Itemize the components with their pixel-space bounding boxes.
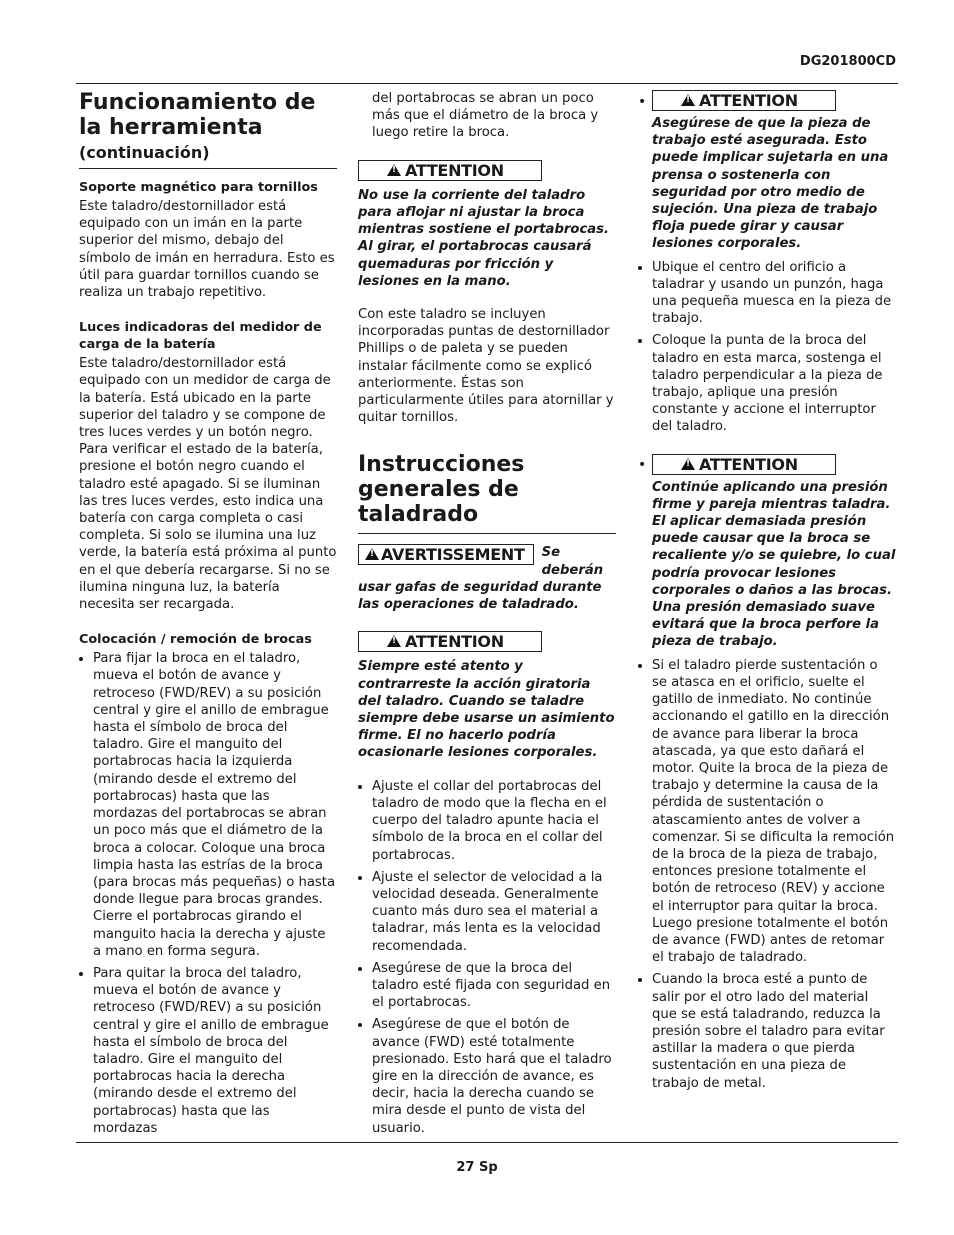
attention-text: Continúe aplicando una presión firme y pareja mientras taladra. El aplicar demasiada presión puede causar que la broca se recaliente y/o se quiebre, lo cual podría provocar lesiones corporales o daños a las brocas. Una presión demasiado suave evitará que la broca perfore la pieza de trabajo. <box>652 479 896 650</box>
attention-badge: ! ATTENTION <box>652 454 836 475</box>
section-text: Este taladro/destornillador está equipado con un imán en la parte superior del mismo, debajo del símbolo de imán en herradura. Esto es útil para guardar tornillos cuando se realiza un trabajo repetitivo. <box>79 199 335 301</box>
warning-triangle-icon <box>681 458 695 470</box>
list-item: • Asegúrese de que el botón de avance (FWD) esté totalmente presionado. Esto hará que el taladro gire en la dirección de avance, es decir, hacia la derecha cuando se mira desde el punto de vista del usuario. <box>372 1016 616 1136</box>
body-paragraph: Con este taladro se incluyen incorporadas puntas de destornillador Phillips o de paleta y se pueden instalar fácilmente como se explicó anteriormente. Éstas son particularmente útiles para atornillar y quitar tornillos. <box>358 307 614 426</box>
column-2 <box>358 90 616 1142</box>
list-item: • Asegúrese de que la broca del taladro esté fijada con seguridad en el portabrocas. <box>372 960 616 1012</box>
avertissement-text: Se deberán usar gafas de seguridad durante las operaciones de taladrado. <box>358 545 604 613</box>
list-item: • Si el taladro pierde sustentación o se atasca en el orificio, suelte el gatillo de inmediato. No continúe accionando el gatillo en la dirección de avance para liberar la broca atascada, ya que esto dañará el motor. Quite la broca de la pieza de trabajo y determine la causa de la pérdida de sustentación o atascamiento antes de volver a comenzar. Si se dificulta la remoción de la broca de la pieza de trabajo, entonces presione totalmente el botón de retroceso (REV) y accione el interruptor para quitar la broca. Luego presione totalmente el botón de avance (FWD) antes de retomar el trabajo de taladrado. <box>652 657 896 967</box>
column-1 <box>79 90 337 1142</box>
bottom-rule <box>76 1142 898 1143</box>
section-heading: Luces indicadoras del medidor de carga de la batería <box>79 320 322 353</box>
bullet-list <box>638 657 896 1092</box>
section-rule <box>358 533 616 534</box>
title-subtitle: (continuación) <box>79 143 210 162</box>
warning-triangle-icon <box>387 164 401 176</box>
list-item: • Ajuste el collar del portabrocas del taladro de modo que la flecha en el cuerpo del taladro apunte hacia el símbolo de la broca en el collar del portabrocas. <box>372 778 616 864</box>
bullet-list <box>358 778 616 1137</box>
attention-badge: ! ATTENTION <box>358 160 542 181</box>
continued-text: del portabrocas se abran un poco más que el diámetro de la broca y luego retire la broca. <box>372 91 599 141</box>
list-item: • Ajuste el selector de velocidad a la velocidad deseada. Generalmente cuanto más duro sea el material a taladrar, más lenta es la velocidad recomendada. <box>372 869 616 955</box>
top-rule <box>76 83 898 84</box>
list-item: • Coloque la punta de la broca del taladro en esta marca, sostenga el taladro perpendicular a la pieza de trabajo, aplique una presión constante y accione el interruptor del taladro. <box>652 332 896 435</box>
section-text: Este taladro/destornillador está equipado con un medidor de carga de la batería. Está ubicado en la parte superior del taladro y se compone de tres luces verdes y un botón negro. Para verificar el estado de la batería, presione el botón negro cuando el taladro esté apagado. Si se iluminan las tres luces verdes, esto indica una batería con carga completa o casi completa. Si solo se ilumina una luz verde, la batería está próxima al punto en el que debería recargarse. Si no se ilumina ninguna luz, la batería necesita ser recargada. <box>79 356 337 613</box>
model-number: DG201800CD <box>799 54 896 69</box>
attention-text: Siempre esté atento y contrarreste la acción giratoria del taladro. Cuando se taladre siempre debe usarse un asimiento firme. El no hacerlo podría ocasionarle lesiones corporales. <box>358 659 615 761</box>
section-heading: Soporte magnético para tornillos <box>79 180 318 195</box>
warning-triangle-icon <box>365 548 379 560</box>
bullet-dot: • <box>638 457 647 474</box>
warning-triangle-icon <box>681 94 695 106</box>
column-3 <box>638 90 896 1097</box>
list-item: • Para quitar la broca del taladro, mueva el botón de avance y retroceso (FWD/REV) a su posición central y gire el anillo de embrague hasta el símbolo de broca del taladro. Gire el manguito del portabrocas hacia la derecha (mirando desde el extremo del portabrocas) hasta que las mordazas <box>93 965 337 1137</box>
list-item: • Ubique el centro del orificio a taladrar y usando un punzón, haga una pequeña muesca en la pieza de trabajo. <box>652 259 896 328</box>
page-number: 27 Sp <box>456 1160 498 1175</box>
bullet-dot: • <box>638 93 647 110</box>
list-item: • Para fijar la broca en el taladro, mueva el botón de avance y retroceso (FWD/REV) a su posición central y gire el anillo de embrague hasta el símbolo de broca del taladro. Gire el manguito del portabrocas hacia la izquierda (mirando desde el extremo del portabrocas) hasta que las mordazas del portabrocas se abran un poco más que el diámetro de la broca a colocar. Coloque una broca limpia hasta las estrías de la broca (para brocas más pequeñas) o hasta donde llegue para brocas grandes. Cierre el portabrocas girando el manguito hacia la derecha y ajuste a mano en forma segura. <box>93 650 337 960</box>
page-title <box>79 90 337 164</box>
attention-text: No use la corriente del taladro para aflojar ni ajustar la broca mientras sostiene el portabrocas. Al girar, el portabrocas causará quemaduras por fricción y lesiones en la mano. <box>358 187 610 289</box>
attention-text: Asegúrese de que la pieza de trabajo esté asegurada. Esto puede implicar sujetarla en una prensa o sostenerla con seguridad por otro medio de sujeción. Una pieza de trabajo floja puede girar y causar lesiones corporales. <box>652 116 889 252</box>
bullet-list <box>79 650 337 1137</box>
title-text: Funcionamiento de la herramienta <box>79 90 316 140</box>
avertissement-badge: ! AVERTISSEMENT <box>358 544 534 565</box>
section-heading: Colocación / remoción de brocas <box>79 632 312 648</box>
bullet-list <box>638 259 896 436</box>
title-rule <box>79 168 337 169</box>
attention-badge: ! ATTENTION <box>358 631 542 652</box>
list-item: • Cuando la broca esté a punto de salir por el otro lado del material que se está taladrando, reduzca la presión sobre el taladro para evitar astillar la madera o que pierda sustentación en una pieza de trabajo de metal. <box>652 971 896 1091</box>
attention-badge: ! ATTENTION <box>652 90 836 111</box>
section-title: Instrucciones generales de taladrado <box>358 452 525 528</box>
warning-triangle-icon <box>387 635 401 647</box>
